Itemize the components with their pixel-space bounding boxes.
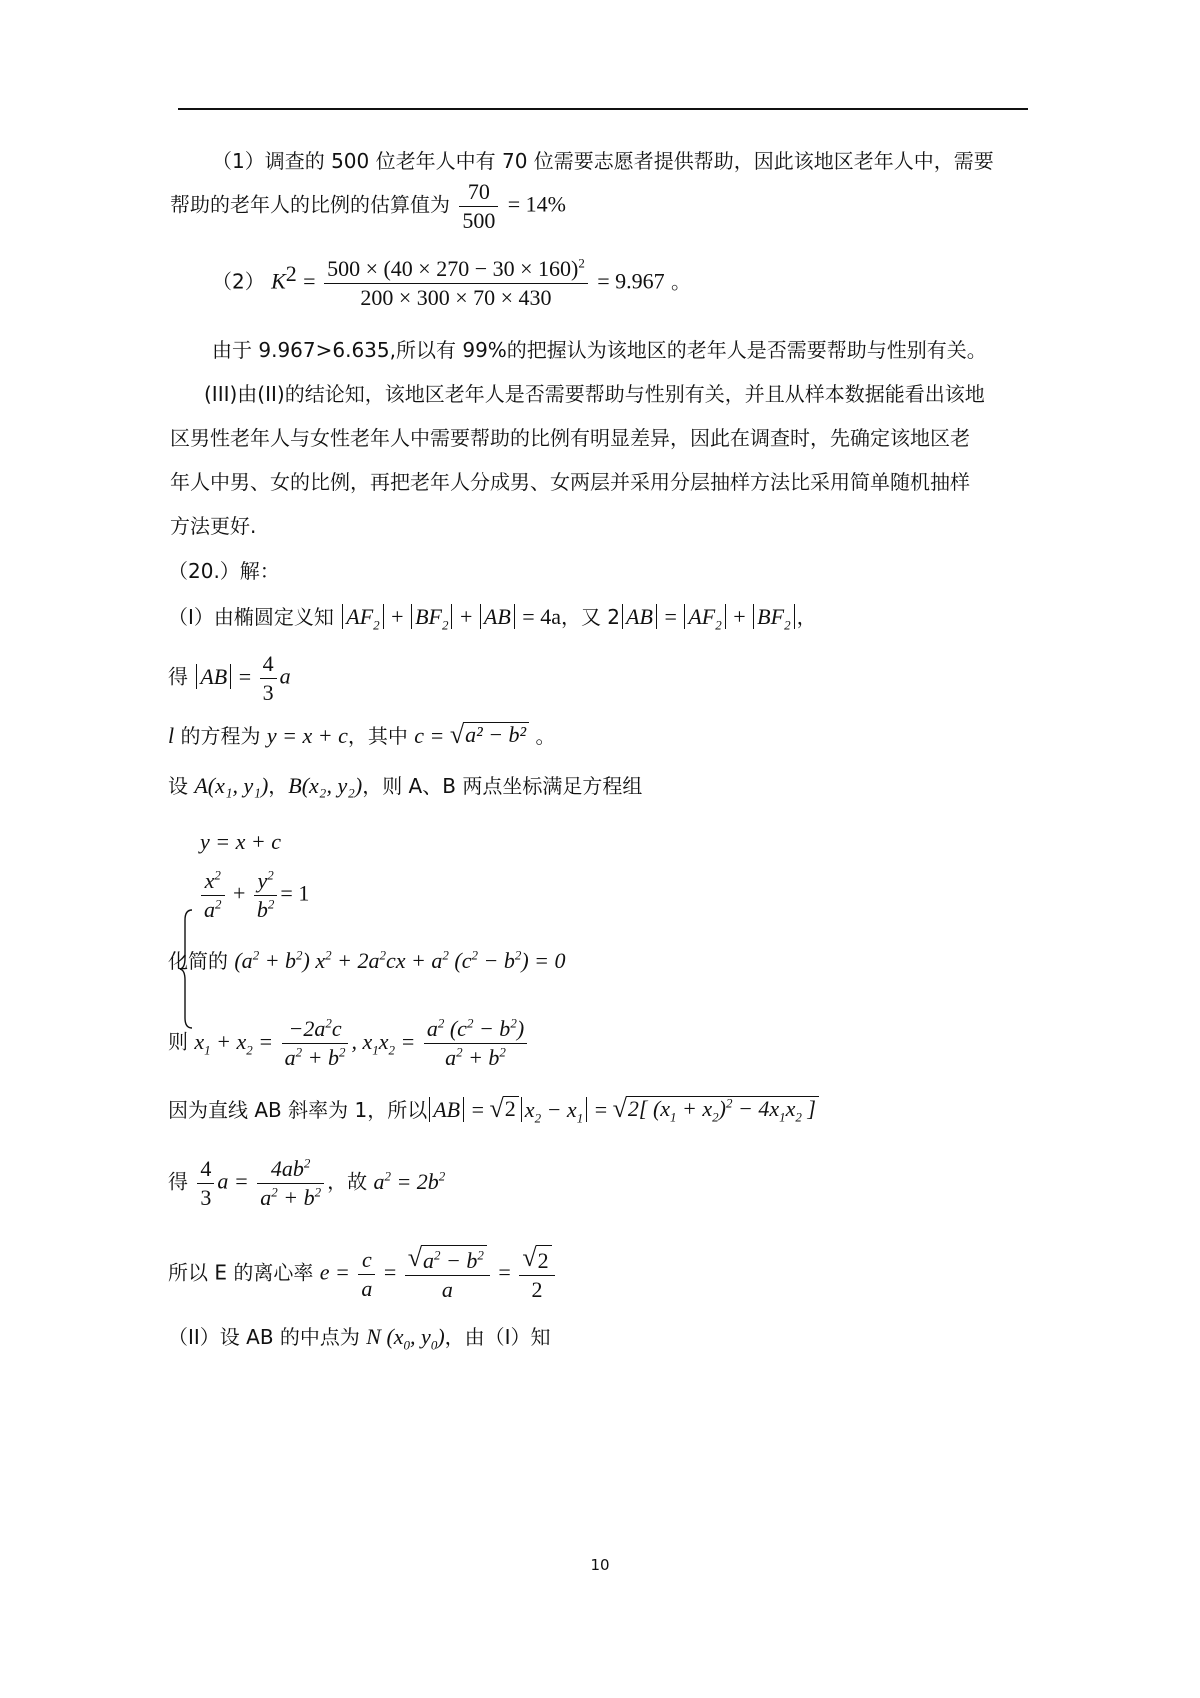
system-eq2: $\frac{x^2}{a^2}$ + $\frac{y^2}{b^2}$ = 1	[198, 867, 309, 923]
s3-line	[168, 722, 556, 748]
p2-num: 500 × (40 × 270 − 30 × 160)	[327, 256, 579, 281]
s7-line: 因为直线 AB 斜率为 1，所以 AB = √ 2 $x_2 - x_1$ = √ 2[ $(x_1 + x_2)^2 - 4x_1x_2$ ]	[168, 1096, 819, 1122]
p1-frac-den: 500	[462, 207, 496, 233]
s3-sqrt: √ a² − b²	[450, 722, 529, 748]
s1-prefix: （I）由椭圆定义知	[168, 605, 334, 629]
header-rule	[178, 108, 1028, 110]
s10-line: （II）设 AB 的中点为 N ($x_0$, $y_0$)，由（I）知	[168, 1324, 551, 1353]
p2-label: （2）	[212, 269, 265, 294]
p2-end: 。	[670, 269, 691, 294]
s4-A: A(x₁, y₁)	[194, 773, 269, 798]
s3-l: l	[168, 723, 175, 748]
s1-line: （I）由椭圆定义知 $AF_2 + BF_2$ + AB = 4a，又 2 AB = $AF_2 + BF_2$ ，	[168, 604, 817, 633]
page-number: 10	[590, 1556, 610, 1574]
p1-line2-text: 帮助的老年人的比例的估算值为	[170, 192, 450, 217]
s6-prefix: 则	[168, 1029, 195, 1054]
s2-frac-num: 4	[260, 650, 277, 679]
s3-radicand: a² − b²	[463, 722, 529, 748]
s8-mid: ，故	[327, 1169, 374, 1194]
p2-fraction	[324, 255, 588, 311]
s7-prefix: 因为直线 AB 斜率为 1，所以	[168, 1098, 428, 1122]
s1-eq1: = 4a	[522, 604, 561, 629]
p2-lhs: K	[271, 268, 286, 294]
s3-text2: ，其中	[347, 724, 415, 748]
s3-text1: 的方程为	[174, 724, 267, 748]
s8-line: 得 $\frac{4}{3}$ a = $\frac{4ab^2}{a^2 + b^2}$ ，故 $a^2 = 2b^2$	[168, 1155, 446, 1210]
p1-fraction	[459, 178, 498, 234]
s10-prefix: （II）设 AB 的中点为	[168, 1325, 367, 1349]
s6-line: 则 $x_1 + x_2$ = $\frac{-2a^2c}{a^2 + b^2}$ , $x_1x_2$ = $\frac{a^2 (c^2 - b^2)}{a^2 + b^2}$	[168, 1015, 530, 1071]
s1-mid: ，又 2	[560, 605, 621, 629]
p2-num-sup: 2	[578, 255, 585, 271]
p2-lhs-sup: 2	[285, 260, 297, 286]
s3-eq: y = x + c	[266, 723, 348, 748]
system-rhs2: = 1	[280, 880, 310, 906]
s10-suffix: ，由（I）知	[444, 1325, 551, 1349]
p2-den: 200 × 300 × 70 × 430	[360, 284, 552, 310]
p1-line1: （1）调查的 500 位老年人中有 70 位需要志愿者提供帮助，因此该地区老年人中，需要	[212, 149, 994, 173]
p4-line3: 年人中男、女的比例，再把老年人分成男、女两层并采用分层抽样方法比采用简单随机抽样	[170, 470, 970, 494]
system-eq1: y = x + c	[200, 829, 281, 854]
s4-B: B(x₂, y₂)	[288, 773, 363, 798]
p1-line2	[170, 178, 566, 234]
s1-end: ，	[796, 605, 817, 629]
p4-line1: (III)由(II)的结论知，该地区老年人是否需要帮助与性别有关，并且从样本数据能看出该地	[204, 382, 985, 406]
p1-result: = 14%	[507, 191, 566, 217]
s8-prefix: 得	[168, 1169, 188, 1194]
p2-line: （2） $K^2$ = $\frac{500 \times (40 \times 270 - 30 \times 160)^2}{200 \times 300 \times 70 \times 430}$ = 9.967 。	[212, 255, 691, 310]
s9-line: 所以 E 的离心率 e = $\frac{c}{a}$ = √ $a^2 - b^2$ a = √ 2 2	[168, 1245, 558, 1303]
p4-line4: 方法更好.	[170, 514, 257, 538]
s4-line: 设 A(x₁, y₁)，B(x₂, y₂)，则 A、B 两点坐标满足方程组	[168, 773, 643, 798]
s2-var: a	[279, 663, 291, 689]
s3-c: c =	[414, 723, 450, 748]
s2-line: 得 AB = $\frac{4}{3}$ a	[168, 651, 291, 705]
p1-frac-num: 70	[459, 178, 498, 207]
p2-result: = 9.967	[597, 268, 665, 294]
p4-line2: 区男性老年人与女性老年人中需要帮助的比例有明显差异，因此在调查时，先确定该地区老	[170, 426, 970, 450]
s4-suffix: ，则 A、B 两点坐标满足方程组	[362, 774, 643, 798]
s2-prefix: 得	[168, 664, 188, 689]
p3-line: 由于 9.967>6.635,所以有 99%的把握认为该地区的老年人是否需要帮助与性别有关。	[212, 338, 987, 362]
s5-prefix: 化简的	[168, 949, 228, 973]
s9-prefix: 所以 E 的离心率	[168, 1260, 320, 1285]
q20-heading: （20.）解：	[168, 559, 280, 583]
s2-fraction	[260, 650, 277, 706]
s4-prefix: 设	[168, 774, 195, 798]
s3-end: 。	[529, 724, 556, 748]
s5-line: 化简的 $(a^2 + b^2) x^2 + 2a^2cx + a^2$ $(c^2 - b^2) = 0$	[168, 947, 566, 973]
s2-frac-den: 3	[262, 679, 274, 705]
